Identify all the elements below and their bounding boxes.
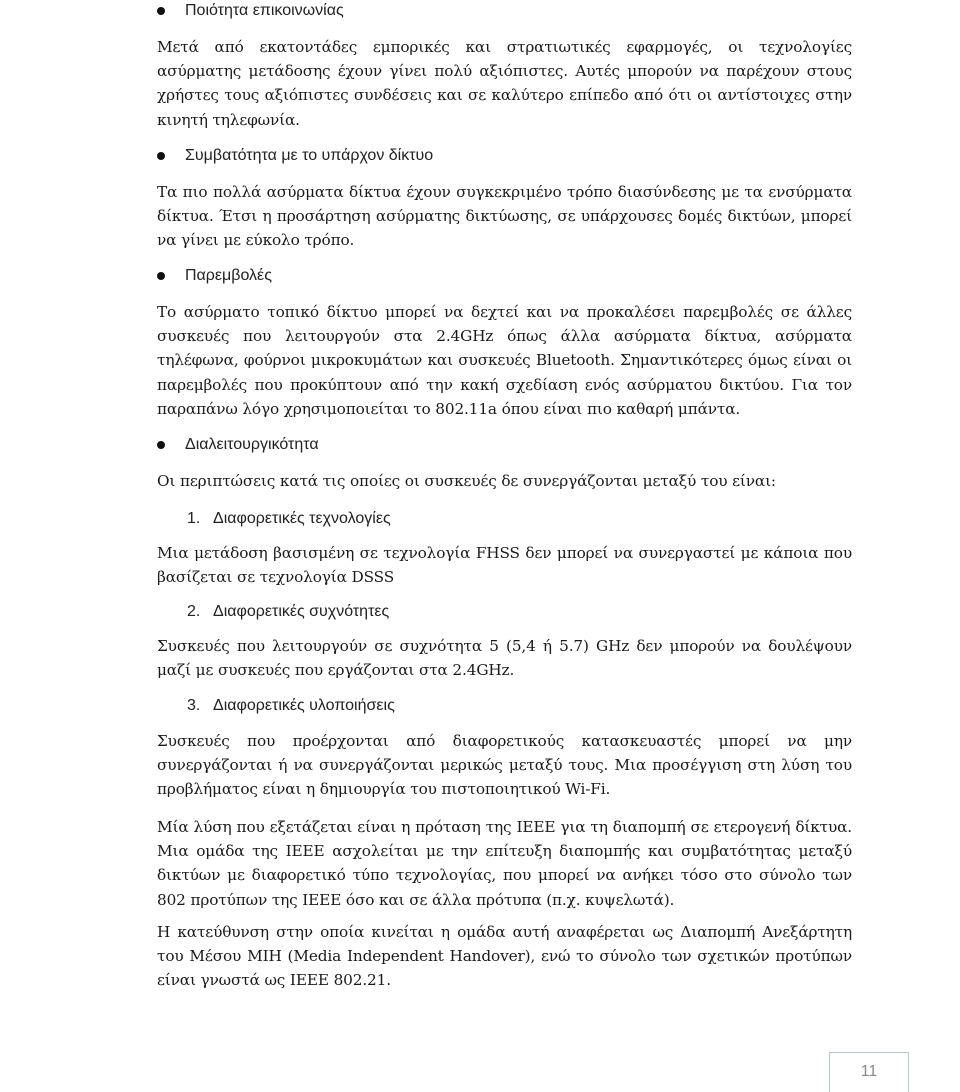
list-number: 3.: [187, 697, 201, 714]
heading-text: Διαλειτουργικότητα: [185, 436, 319, 453]
bullet-icon: [157, 7, 165, 15]
paragraph-different-implementations: Συσκευές που προέρχονται από διαφορετικούς κατασκευαστές μπορεί να μην συνεργάζονται ή να συνεργάζονται μερικώς μεταξύ τους. Μια προσέγγιση στη λύση του προβλήματος είναι η δημιουργία του πιστοποιητικού Wi-Fi.: [157, 732, 852, 799]
paragraph-communication-quality: Μετά από εκατοντάδες εμπορικές και στρατιωτικές εφαρμογές, οι τεχνολογίες ασύρματης μετάδοσης έχουν γίνει πολύ αξιόπιστες. Αυτές μπορούν να παρέχουν στους χρήστες τους αξιόπιστες συνδέσεις και σε καλύτερο επίπεδο από ότι οι αντίστοιχες στην κινητή τηλεφωνία.: [157, 38, 852, 129]
paragraph-compatibility: Τα πιο πολλά ασύρματα δίκτυα έχουν συγκεκριμένο τρόπο διασύνδεσης με τα ενσύρματα δίκτυα. Έτσι η προσάρτηση ασύρματης δικτύωσης, σε υπάρχουσες δομές δικτύων, μπορεί να γίνει με εύκολο τρόπο.: [157, 183, 852, 250]
numbered-heading-different-technologies: [187, 510, 391, 528]
paragraph-different-frequencies: Συσκευές που λειτουργούν σε συχνότητα 5 (5,4 ή 5.7) GHz δεν μπορούν να δουλέψουν μαζί με συσκευές που εργάζονται στα 2.4GHz.: [157, 637, 852, 680]
heading-text: Συμβατότητα με το υπάρχον δίκτυο: [185, 147, 434, 164]
bullet-icon: [157, 152, 165, 160]
page-number: 11: [829, 1052, 909, 1092]
bullet-icon: [157, 441, 165, 449]
bullet-icon: [157, 272, 165, 280]
list-number: 2.: [187, 603, 201, 620]
list-number: 1.: [187, 510, 201, 527]
heading-text: Διαφορετικές τεχνολογίες: [213, 510, 391, 527]
heading-text: Παρεμβολές: [185, 267, 272, 284]
paragraph-ieee-proposal: Μία λύση που εξετάζεται είναι η πρόταση της IEEE για τη διαπομπή σε ετερογενή δίκτυα. Μια ομάδα της IEEE ασχολείται με την επίτευξη διαπομπής και συμβατότητας μεταξύ δικτύων με διαφορετικό τύπο τεχνολογίας, που μπορεί να ανήκει τόσο στο σύνολο των 802 προτύπων της IEEE όσο και σε άλλα πρότυπα (π.χ. κυψελωτά).: [157, 818, 852, 909]
numbered-heading-different-frequencies: [187, 603, 389, 621]
numbered-heading-different-implementations: [187, 697, 395, 715]
heading-text: Διαφορετικές συχνότητες: [213, 603, 390, 620]
paragraph-mih-handover: Η κατεύθυνση στην οποία κινείται η ομάδα αυτή αναφέρεται ως Διαπομπή Ανεξάρτητη του Μέσου MIH (Media Independent Handover), ενώ το σύνολο των σχετικών προτύπων είναι γνωστά ως IEEE 802.21.: [157, 923, 852, 990]
heading-text: Ποιότητα επικοινωνίας: [185, 2, 344, 19]
heading-text: Διαφορετικές υλοποιήσεις: [213, 697, 395, 714]
paragraph-different-technologies: Μια μετάδοση βασισμένη σε τεχνολογία FHSS δεν μπορεί να συνεργαστεί με κάποια που βασίζεται σε τεχνολογία DSSS: [157, 544, 852, 587]
paragraph-interoperability: Οι περιπτώσεις κατά τις οποίες οι συσκευές δε συνεργάζονται μεταξύ του είναι:: [157, 472, 776, 490]
paragraph-interference: Το ασύρματο τοπικό δίκτυο μπορεί να δεχτεί και να προκαλέσει παρεμβολές σε άλλες συσκευές που λειτουργούν στα 2.4GHz όπως άλλα ασύρματα δίκτυα, ασύρματα τηλέφωνα, φούρνοι μικροκυμάτων και συσκευές Bluetooth. Σημαντικότερες όμως είναι οι παρεμβολές που προκύπτουν από την κακή σχεδίαση ενός ασύρματου δικτύου. Για τον παραπάνω λόγο χρησιμοποιείται το 802.11a όπου είναι πιο καθαρή μπάντα.: [157, 303, 852, 418]
